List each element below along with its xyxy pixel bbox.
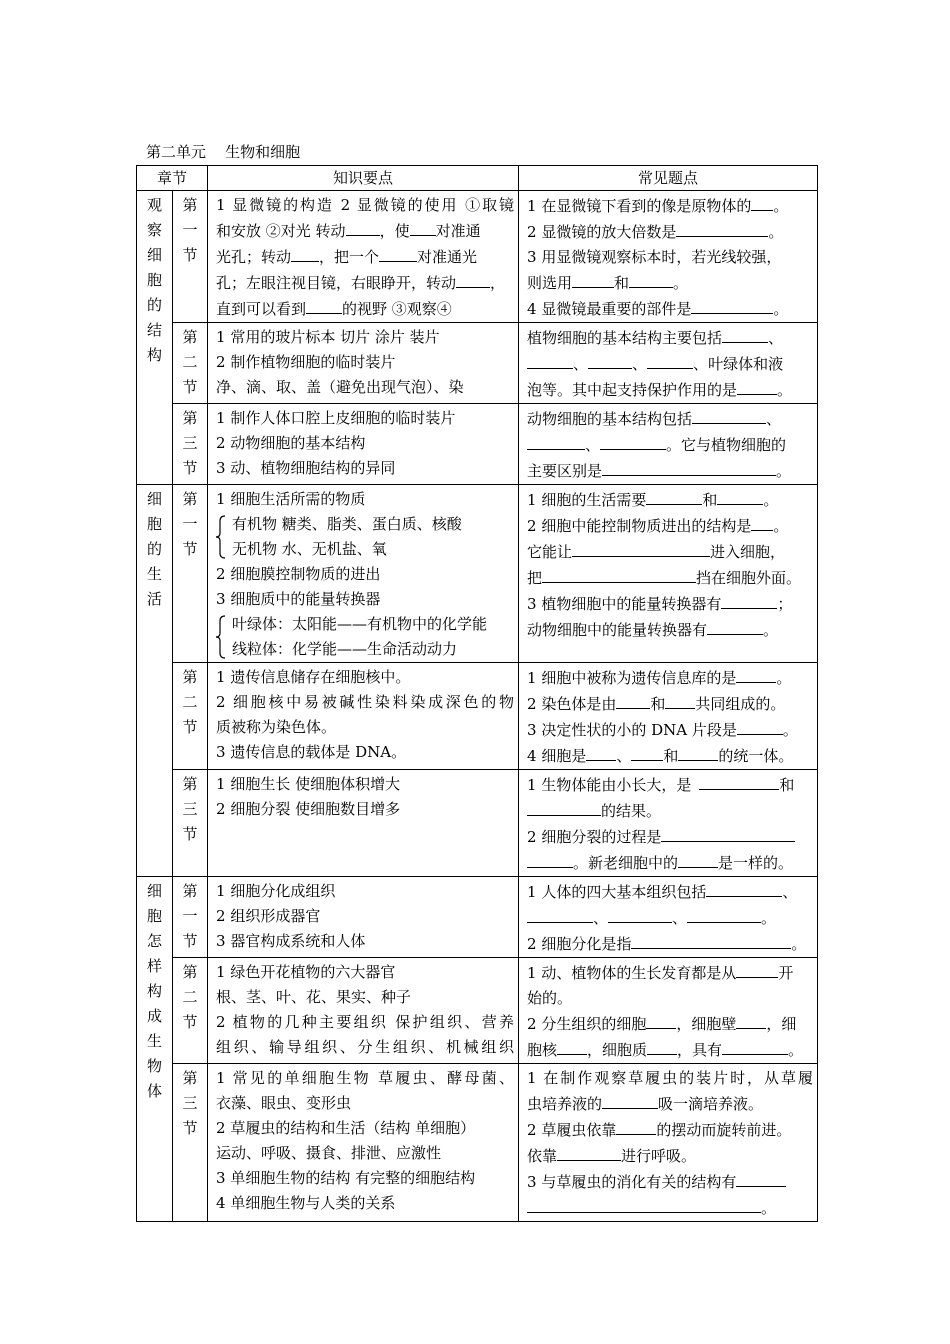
section-label: 第 一 节 (173, 877, 208, 958)
knowledge-table (136, 165, 818, 1222)
section-label: 第 二 节 (173, 323, 208, 404)
chapter-name: 细 胞 怎 样 构 成 生 物 体 (137, 877, 173, 1222)
section-knowledge: 1 细胞分化成组织 2 组织形成器官 3 器官构成系统和人体 (208, 877, 519, 958)
unit-title: 第二单元 生物和细胞 (146, 143, 301, 161)
section-knowledge: 1 绿色开花植物的六大器官 根、茎、叶、花、果实、种子 2 植物的几种主要组织 保护组织、营养 组织、输导组织、分生组织、机械组织 (208, 958, 519, 1064)
section-label: 第 三 节 (173, 1064, 208, 1222)
section-knowledge: 1 常用的玻片标本 切片 涂片 装片 2 制作植物细胞的临时装片 净、滴、取、盖（避免出现气泡）、染 (208, 323, 519, 404)
section-label: 第 二 节 (173, 663, 208, 770)
chapter-name: 观 察 细 胞 的 结 构 (137, 191, 173, 485)
section-questions: 1 人体的四大基本组织包括 、 、 、 。 2 细胞分化是指 。 (519, 877, 818, 958)
header-chapter: 章节 (137, 166, 208, 191)
section-label: 第 三 节 (173, 404, 208, 485)
section-knowledge: 1 遗传信息储存在细胞核中。 2 细胞核中易被碱性染料染成深色的物 质被称为染色体。 3 遗传信息的载体是 DNA。 (208, 663, 519, 770)
section-knowledge: 1 细胞生长 使细胞体积增大 2 细胞分裂 使细胞数目增多 (208, 770, 519, 877)
section-label: 第 三 节 (173, 770, 208, 877)
section-label: 第 一 节 (173, 485, 208, 663)
brace-icon (216, 515, 226, 559)
chapter-name: 细 胞 的 生 活 (137, 485, 173, 877)
section-questions: 1 在显微镜下看到的像是原物体的 。 2 显微镜的放大倍数是 。 3 用显微镜观察标本时，若光线较强， 则选用 和 。 4 显微镜最重要的部件是 。 (519, 191, 818, 323)
section-knowledge: 1 常见的单细胞生物 草履虫、酵母菌、 衣藻、眼虫、变形虫 2 草履虫的结构和生活（结构 单细胞） 运动、呼吸、摄食、排泄、应激性 3 单细胞生物的结构 有完整的细胞结构 4 单细胞生物与人类的关系 (208, 1064, 519, 1222)
section-questions: 1 细胞的生活需要 和 。 2 细胞中能控制物质进出的结构是 。 它能让 进入细胞， 把 挡在细胞外面。 3 植物细胞中的能量转换器有 ； 动物细胞中的能量转换器有 。 (519, 485, 818, 663)
header-questions: 常见题点 (519, 166, 818, 191)
section-knowledge: 1 显微镜的构造 2 显微镜的使用 ①取镜 和安放 ②对光 转动 ，使 对准通 光孔；转动 ，把一个 对准通光 孔；左眼注视目镜，右眼睁开，转动 ， 直到可以看到 的视野 ③观察④ (208, 191, 519, 323)
section-knowledge: 1 细胞生活所需的物质 有机物 糖类、脂类、蛋白质、核酸 无机物 水、无机盐、氧 2 细胞膜控制物质的进出 3 细胞质中的能量转换器 叶绿体：太阳能——有机物中的化学能 线粒体：化学能——生命活动动力 (208, 485, 519, 663)
section-questions: 1 动、植物体的生长发育都是从 开 始的。 2 分生组织的细胞 ，细胞壁 ，细 胞核 ，细胞质 ，具有 。 (519, 958, 818, 1064)
section-questions: 1 生物体能由小长大，是 和 的结果。 2 细胞分裂的过程是 。新老细胞中的 是一样的。 (519, 770, 818, 877)
section-questions: 动物细胞的基本结构包括 、 、 。它与植物细胞的 主要区别是 。 (519, 404, 818, 485)
section-label: 第 二 节 (173, 958, 208, 1064)
section-questions: 1 细胞中被称为遗传信息库的是 。 2 染色体是由 和 共同组成的。 3 决定性状的小的 DNA 片段是 。 4 细胞是 、 和 的统一体。 (519, 663, 818, 770)
section-questions: 植物细胞的基本结构主要包括 、 、 、 、叶绿体和液 泡等。其中起支持保护作用的是 。 (519, 323, 818, 404)
brace-icon (216, 615, 226, 659)
section-label: 第 一 节 (173, 191, 208, 323)
section-questions: 1 在制作观察草履虫的装片时，从草履 虫培养液的 吸一滴培养液。 2 草履虫依靠 的摆动而旋转前进。 依靠 进行呼吸。 3 与草履虫的消化有关的结构有 。 (519, 1064, 818, 1222)
section-knowledge: 1 制作人体口腔上皮细胞的临时装片 2 动物细胞的基本结构 3 动、植物细胞结构的异同 (208, 404, 519, 485)
header-knowledge: 知识要点 (208, 166, 519, 191)
